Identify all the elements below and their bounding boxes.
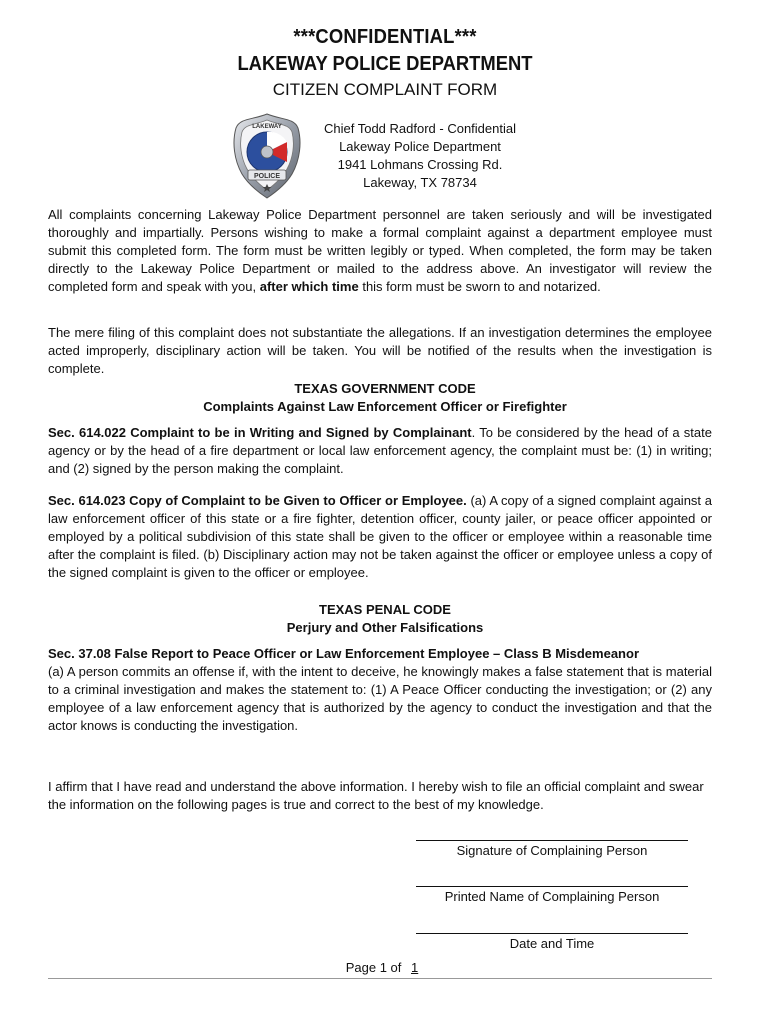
address-line-4: Lakeway, TX 78734 (363, 175, 477, 190)
intro-paragraph-1 (48, 206, 712, 296)
sec-614-022-heading: Sec. 614.022 Complaint to be in Writing and Signed by Complainant (48, 425, 472, 440)
gov-code-subtitle: Complaints Against Law Enforcement Officer or Firefighter (203, 399, 567, 414)
printed-name-line[interactable] (416, 886, 688, 887)
page-footer (0, 960, 770, 975)
intro-paragraph-2: The mere filing of this complaint does not substantiate the allegations. If an investigation determines the employee acted improperly, disciplinary action will be taken. You will be notified of the results when the investigation is complete. (48, 325, 712, 376)
address-line-1: Chief Todd Radford - Confidential (324, 121, 516, 136)
sec-37-08-body: (a) A person commits an offense if, with the intent to deceive, he knowingly makes a false statement that is material to a criminal investigation and makes the statement to: (1) A Peace Officer conducting the investigation; or (2) any employee of a law enforcement agency that is authorized by the agency to conduct the investigation and that the actor knows is conducting the investigation. (48, 664, 712, 733)
intro-text-a: All complaints concerning Lakeway Police Department personnel are taken seriously and will be investigated thoroughly and impartially. Persons wishing to make a formal complaint against a department employee must submit this completed form. The form must be written legibly or typed. When completed, the form may be taken directly to the Lakeway Police Department or mailed to the address above. An investigator will review the completed form and speak with you, (48, 207, 712, 294)
date-time-label: Date and Time (509, 936, 595, 951)
gov-code-title: TEXAS GOVERNMENT CODE (294, 381, 476, 396)
address-line-2: Lakeway Police Department (339, 139, 501, 154)
department-heading: LAKEWAY POLICE DEPARTMENT (237, 53, 533, 75)
badge-bottom-text: POLICE (253, 173, 281, 180)
gov-code-sec-614-023 (48, 492, 712, 582)
signature-line[interactable] (416, 840, 688, 841)
penal-code-subtitle: Perjury and Other Falsifications (286, 620, 484, 635)
sec-37-08-heading: Sec. 37.08 False Report to Peace Officer or Law Enforcement Employee – Class B Misdemeanor (48, 646, 639, 661)
sec-614-023-heading: Sec. 614.023 Copy of Complaint to be Given to Officer or Employee. (48, 493, 467, 508)
confidential-heading: ***CONFIDENTIAL*** (293, 26, 477, 48)
intro-text-bold: after which time (259, 279, 359, 294)
date-time-line[interactable] (416, 933, 688, 934)
footer-divider (48, 978, 712, 979)
sec-614-023-body: (a) A copy of a signed complaint against a law enforcement officer of this state or a fire fighter, detention officer, county jailer, or peace officer appointed or employed by a political subdivision of this state shall be given to the officer or employee within a reasonable time after the complaint is filed. (b) Disciplinary action may not be taken against the officer or employee unless a copy of the signed complaint is given to the officer or employee. (48, 493, 712, 580)
signature-label: Signature of Complaining Person (456, 843, 648, 858)
printed-name-label: Printed Name of Complaining Person (444, 889, 660, 904)
badge-top-text: LAKEWAY (252, 124, 282, 130)
address-line-3: 1941 Lohmans Crossing Rd. (337, 157, 503, 172)
police-badge-logo (232, 112, 302, 200)
form-title: CITIZEN COMPLAINT FORM (272, 80, 498, 99)
page-label: Page 1 of (345, 960, 402, 975)
sec-614-022-body: . To be considered by the head of a state agency or by the head of a fire department or local law enforcement agency, the complaint must be: (1) in writing; and (2) signed by the person making the complaint. (48, 425, 712, 476)
intro-text-b: this form must be sworn to and notarized. (362, 279, 601, 294)
gov-code-sec-614-022 (48, 424, 712, 478)
page-total: 1 (411, 960, 419, 975)
address-block (300, 120, 540, 192)
penal-code-title: TEXAS PENAL CODE (319, 602, 451, 617)
affirmation-statement: I affirm that I have read and understand the above information. I hereby wish to file an official complaint and swear the information on the following pages is true and correct to the best of my knowledge. (48, 779, 704, 812)
penal-code-sec-37-08 (48, 645, 712, 735)
